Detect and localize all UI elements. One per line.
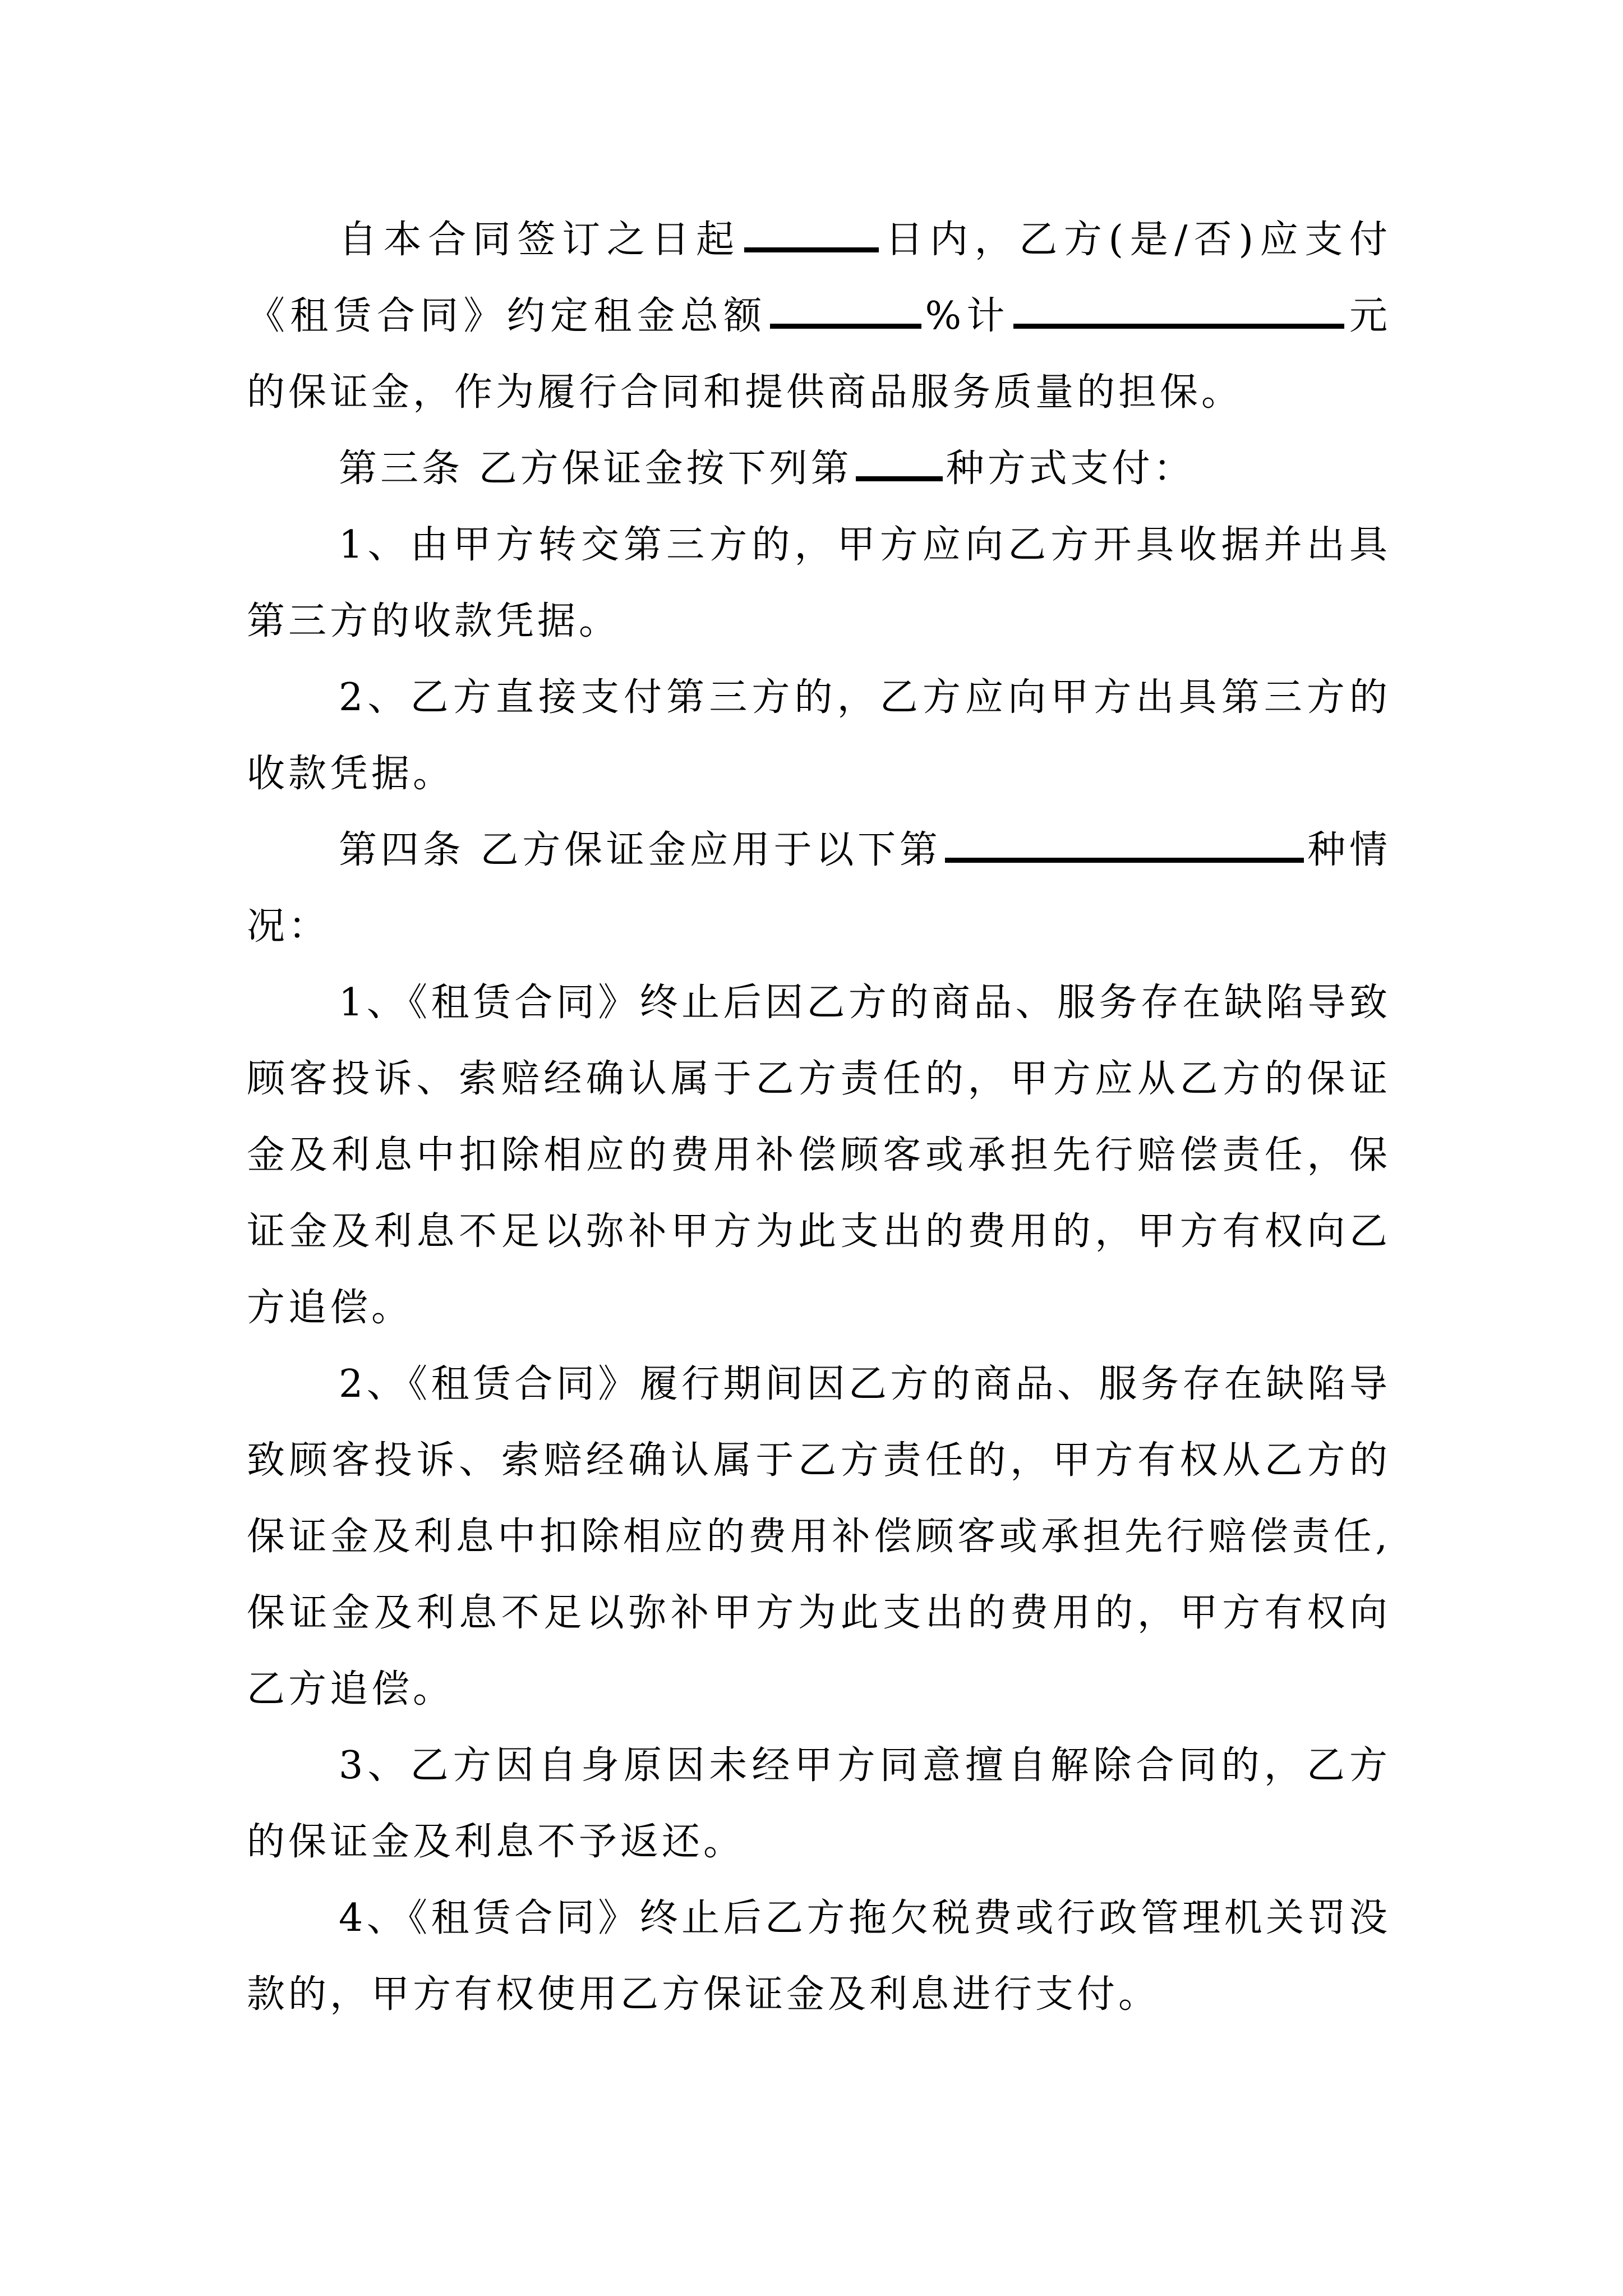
article-3-text-2: 种方式支付： bbox=[946, 447, 1195, 491]
days-blank bbox=[744, 216, 879, 252]
document-body bbox=[247, 202, 1391, 2033]
article-4-heading bbox=[247, 812, 1391, 965]
article-4-item-1: 1、《租赁合同》终止后因乙方的商品、服务存在缺陷导致顾客投诉、索赔经确认属于乙方责任的，甲方应从乙方的保证金及利息中扣除相应的费用补偿顾客或承担先行赔偿责任，保证金及利息不足以弥补甲方为此支出的费用的，甲方有权向乙方追偿。 bbox=[247, 981, 1391, 1330]
deposit-clause-text-4: 元的保证金，作为履行合同和提供商品服务质量的担保。 bbox=[247, 294, 1391, 415]
percent-blank bbox=[770, 292, 921, 329]
article-3-item-2: 2、乙方直接支付第三方的，乙方应向甲方出具第三方的收款凭据。 bbox=[247, 675, 1391, 796]
article-4-text-1: 第四条 乙方保证金应用于以下第 bbox=[339, 828, 942, 872]
article-4-text-2: 种情况： bbox=[247, 828, 1391, 949]
deposit-clause-text-2: 日内，乙方(是/否)应支付《租赁合同》约定租金总额 bbox=[247, 218, 1391, 338]
amount-blank bbox=[1013, 292, 1344, 329]
deposit-clause-text-1: 自本合同签订之日起 bbox=[339, 218, 741, 262]
article-4-item-2: 2、《租赁合同》履行期间因乙方的商品、服务存在缺陷导致顾客投诉、索赔经确认属于乙方责任的，甲方有权从乙方的保证金及利息中扣除相应的费用补偿顾客或承担先行赔偿责任,保证金及利息不足以弥补甲方为此支出的费用的，甲方有权向乙方追偿。 bbox=[247, 1362, 1391, 1711]
article-3-text-1: 第三条 乙方保证金按下列第 bbox=[339, 447, 852, 491]
article-3-item-1: 1、由甲方转交第三方的，甲方应向乙方开具收据并出具第三方的收款凭据。 bbox=[247, 523, 1391, 643]
payment-method-blank bbox=[856, 445, 943, 481]
article-4-item-4: 4、《租赁合同》终止后乙方拖欠税费或行政管理机关罚没款的，甲方有权使用乙方保证金及利息进行支付。 bbox=[247, 1896, 1391, 2017]
article-3-heading bbox=[247, 431, 1391, 507]
deposit-clause-text-3: %计 bbox=[925, 294, 1010, 338]
usage-case-blank bbox=[945, 826, 1304, 863]
paragraph-deposit-payment bbox=[247, 202, 1391, 431]
article-4-item-3: 3、乙方因自身原因未经甲方同意擅自解除合同的，乙方的保证金及利息不予返还。 bbox=[247, 1743, 1391, 1864]
